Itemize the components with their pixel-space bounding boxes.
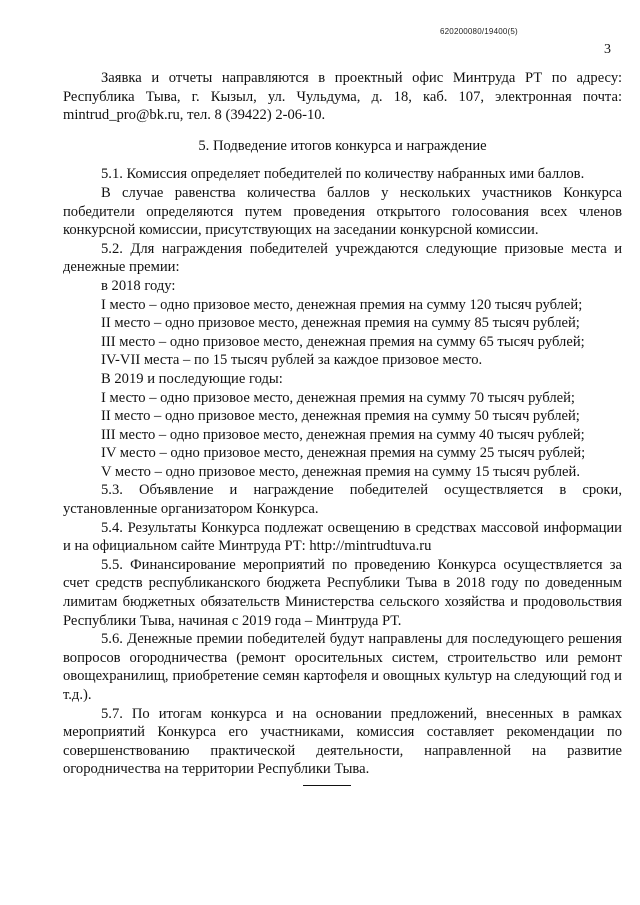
- prize-2018-item: IV-VII места – по 15 тысяч рублей за каждое призовое место.: [101, 352, 483, 369]
- year-2018-label: в 2018 году:: [101, 277, 176, 294]
- paragraph-5-6: 5.6. Денежные премии победителей будут направлены для последующего решения вопросов огородничества (ремонт оросительных систем, строительство или ремонт овощехранилищ, приобретение семян картофеля и овощных культур на следующий год и т.д.).: [63, 631, 622, 703]
- prize-2019-item: I место – одно призовое место, денежная премия на сумму 70 тысяч рублей;: [101, 389, 575, 406]
- page-number: 3: [604, 42, 611, 57]
- intro-paragraph: Заявка и отчеты направляются в проектный офис Минтруда РТ по адресу: Республика Тыва, г. Кызыл, ул. Чульдума, д. 18, каб. 107, электронная почта: mintrud_pro@bk.ru, тел. 8 (39422) 2-06-10.: [63, 70, 622, 124]
- paragraph-5-7: 5.7. По итогам конкурса и на основании предложений, внесенных в рамках мероприятий Конкурса его участниками, комиссия составляет рекомендации по совершенствованию практической деятельности, направленной на развитие огородничества на территории Республики Тыва.: [63, 705, 622, 778]
- prize-2019-item: II место – одно призовое место, денежная премия на сумму 50 тысяч рублей;: [101, 408, 580, 425]
- prize-2019-item: V место – одно призовое место, денежная премия на сумму 15 тысяч рублей.: [101, 463, 580, 480]
- year-2019-label: В 2019 и последующие годы:: [101, 370, 283, 387]
- section-title: 5. Подведение итогов конкурса и награждение: [198, 137, 487, 154]
- prize-2018-item: I место – одно призовое место, денежная премия на сумму 120 тысяч рублей;: [101, 296, 583, 313]
- document-body: [63, 69, 622, 779]
- prize-2018-item: III место – одно призовое место, денежная премия на сумму 65 тысяч рублей;: [101, 333, 585, 350]
- end-rule: [303, 785, 351, 786]
- document-code: 620200080/19400(5): [440, 27, 518, 36]
- paragraph-5-1: 5.1. Комиссия определяет победителей по количеству набранных ими баллов.: [101, 166, 585, 183]
- paragraph-5-4: 5.4. Результаты Конкурса подлежат освещению в средствах массовой информации и на официальном сайте Минтруда РТ: http://mintrudtuva.ru: [63, 519, 622, 555]
- prize-2018-item: II место – одно призовое место, денежная премия на сумму 85 тысяч рублей;: [101, 315, 580, 332]
- paragraph-5-1-tie: В случае равенства количества баллов у нескольких участников Конкурса победители определяются путем проведения открытого голосования всех членов конкурсной комиссии, присутствующих на заседании конкурсной комиссии.: [63, 184, 622, 239]
- paragraph-5-3: 5.3. Объявление и награждение победителей осуществляется в сроки, установленные организатором Конкурса.: [63, 482, 622, 518]
- prize-2019-item: III место – одно призовое место, денежная премия на сумму 40 тысяч рублей;: [101, 426, 585, 443]
- paragraph-5-5: 5.5. Финансирование мероприятий по проведению Конкурса осуществляется за счет средств республиканского бюджета Республики Тыва в 2018 году по доведенным лимитам бюджетных обязательств Министерства сельского хозяйства и продовольствия Республики Тыва, начиная с 2019 года – Минтруда РТ.: [63, 556, 622, 629]
- prize-2019-item: IV место – одно призовое место, денежная премия на сумму 25 тысяч рублей;: [101, 445, 586, 462]
- paragraph-5-2: 5.2. Для награждения победителей учреждаются следующие призовые места и денежные премии:: [63, 240, 622, 276]
